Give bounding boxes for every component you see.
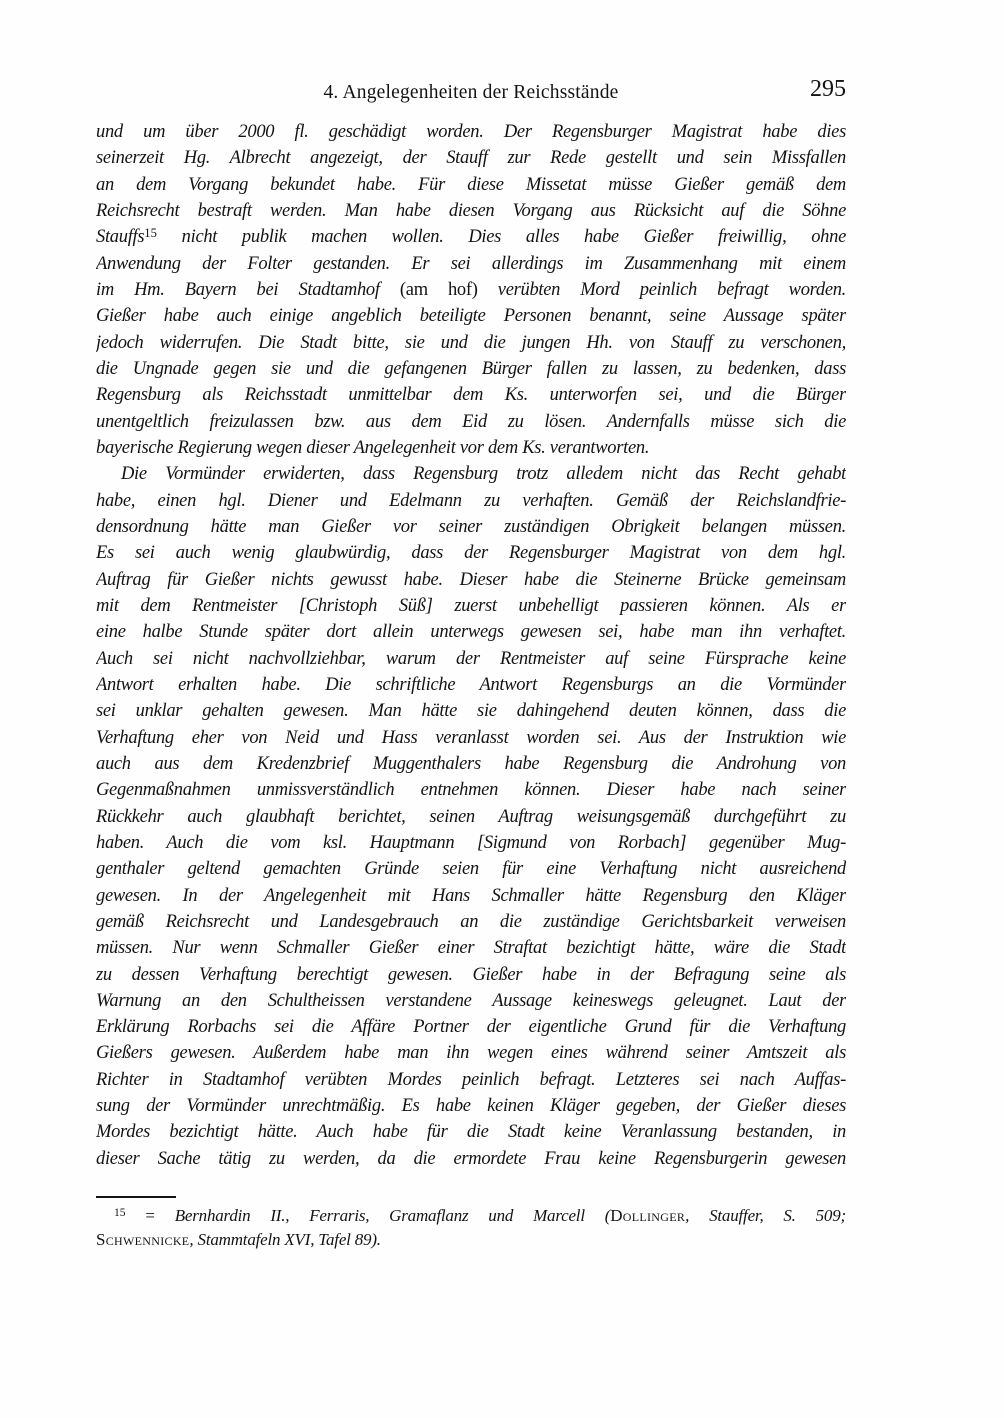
text-segment: gewesen. In der Angelegenheit mit Hans Schmaller hätte Regensburg den Kläger <box>96 885 846 906</box>
small-caps-name: Dollinger <box>610 1206 686 1225</box>
text-segment: genthaler geltend gemachten Gründe seien für eine Verhaftung nicht ausreichend <box>96 859 846 880</box>
text-segment: Reichsrecht bestraft werden. Man habe diesen Vorgang aus Rücksicht auf die Söhne <box>96 200 846 221</box>
body-line <box>96 1067 846 1093</box>
text-segment: Die Vormünder erwiderten, dass Regensburg trotz alledem nicht das Recht gehabt <box>121 464 846 485</box>
text-segment: seinerzeit Hg. Albrecht angezeigt, der Stauff zur Rede gestellt und sein Missfallen <box>96 148 846 169</box>
small-caps-name: Schwennicke <box>96 1230 190 1249</box>
text-segment: Rückkehr auch glaubhaft berichtet, seinen Auftrag weisungsgemäß durchgeführt zu <box>96 806 846 827</box>
text-segment: Richter in Stadtamhof verübten Mordes peinlich befragt. Letzteres sei nach Auffas- <box>96 1069 846 1090</box>
body-line <box>96 409 846 435</box>
text-segment: Es sei auch wenig glaubwürdig, dass der Regensburger Magistrat von dem hgl. <box>96 543 846 564</box>
text-segment: , <box>685 1206 710 1225</box>
text-segment: Warnung an den Schultheissen verstandene Aussage keineswegs geleugnet. Laut der <box>96 990 846 1011</box>
body-line <box>96 119 846 145</box>
body-line <box>96 567 846 593</box>
text-segment: Gießers gewesen. Außerdem habe man ihn wegen eines während seiner Amtszeit als <box>96 1043 846 1064</box>
body-line <box>96 698 846 724</box>
body-line <box>96 856 846 882</box>
footnote-marker: 15 <box>114 1206 126 1220</box>
footnote-marker: 15 <box>144 226 157 241</box>
text-segment: zu dessen Verhaftung berechtigt gewesen. Gießer habe in der Befragung seine als <box>96 964 846 985</box>
text-segment: sung der Vormünder unrechtmäßig. Es habe keinen Kläger gegeben, der Gießer dieses <box>96 1096 846 1117</box>
body-line <box>96 751 846 777</box>
body-line <box>96 330 846 356</box>
body-line <box>96 435 846 461</box>
body-line <box>96 382 846 408</box>
footnote-text <box>96 1204 846 1252</box>
body-line <box>96 962 846 988</box>
body-line <box>96 725 846 751</box>
text-segment: eine halbe Stunde später dort allein unterwegs gewesen sei, habe man ihn verhaftet. <box>96 622 846 643</box>
text-segment: habe, einen hgl. Diener und Edelmann zu verhaften. Gemäß der Reichslandfrie- <box>96 490 846 511</box>
text-segment: (am hof) <box>399 279 478 300</box>
body-line <box>96 277 846 303</box>
text-segment: müssen. Nur wenn Schmaller Gießer einer Straftat bezichtigt hätte, wäre die Stadt <box>96 938 846 959</box>
body-line <box>96 672 846 698</box>
text-segment: jedoch widerrufen. Die Stadt bitte, sie und die jungen Hh. von Stauff zu verschonen, <box>96 332 846 353</box>
text-segment: Mordes bezichtigt hätte. Auch habe für die Stadt keine Veranlassung bestanden, in <box>96 1122 846 1143</box>
body-line <box>96 488 846 514</box>
text-segment: Auch sei nicht nachvollziehbar, warum der Rentmeister auf seine Fürsprache keine <box>96 648 846 669</box>
body-line <box>96 356 846 382</box>
text-segment: unentgeltlich freizulassen bzw. aus dem Eid zu lösen. Andernfalls müsse sich die <box>96 411 846 432</box>
body-line <box>96 224 846 250</box>
text-segment: Erklärung Rorbachs sei die Affäre Portner der eigentliche Grund für die Verhaftung <box>96 1017 846 1038</box>
body-line <box>96 1014 846 1040</box>
text-segment: haben. Auch die vom ksl. Hauptmann [Sigmund von Rorbach] gegenüber Mug- <box>96 832 846 853</box>
body-line <box>96 461 846 487</box>
text-segment: nicht publik machen wollen. Dies alles habe Gießer freiwillig, ohne <box>156 227 846 248</box>
text-segment: Gegenmaßnahmen unmissverständlich entnehmen können. Dieser habe nach seiner <box>96 780 846 801</box>
body-line <box>96 172 846 198</box>
footnote-section <box>96 1196 846 1252</box>
text-segment: im Hm. Bayern bei Stadtamhof <box>96 279 400 300</box>
text-segment: mit dem Rentmeister [Christoph Süß] zuerst unbehelligt passieren können. Als er <box>96 595 846 616</box>
body-line <box>96 1040 846 1066</box>
body-text <box>96 119 846 1172</box>
footnote-line <box>96 1228 846 1252</box>
body-line <box>96 935 846 961</box>
text-segment: Stauffer, S. 509; <box>709 1206 846 1225</box>
footnote-separator-rule <box>96 1196 176 1198</box>
text-segment: = <box>125 1206 175 1225</box>
body-line <box>96 1146 846 1172</box>
body-line <box>96 804 846 830</box>
body-line <box>96 198 846 224</box>
body-line <box>96 251 846 277</box>
body-line <box>96 830 846 856</box>
text-segment: , <box>189 1230 198 1249</box>
body-line <box>96 646 846 672</box>
text-segment: Auftrag für Gießer nichts gewusst habe. Dieser habe die Steinerne Brücke gemeinsam <box>96 569 846 590</box>
running-header-title: 4. Angelegenheiten der Reichsstände <box>323 82 619 103</box>
body-line <box>96 514 846 540</box>
text-segment: sei unklar gehalten gewesen. Man hätte sie dahingehend deuten können, dass die <box>96 701 846 722</box>
text-segment: Stammtafeln XVI, Tafel 89). <box>197 1230 381 1249</box>
text-segment: Verhaftung eher von Neid und Hass veranlasst worden sei. Aus der Instruktion wie <box>96 727 846 748</box>
text-segment: densordnung hätte man Gießer vor seiner zuständigen Obrigkeit belangen müssen. <box>96 516 846 537</box>
text-segment: Gießer habe auch einige angeblich beteiligte Personen benannt, seine Aussage später <box>96 306 846 327</box>
footnote-line <box>96 1204 846 1228</box>
body-line <box>96 1093 846 1119</box>
body-line <box>96 1119 846 1145</box>
body-line <box>96 145 846 171</box>
text-segment: Antwort erhalten habe. Die schriftliche Antwort Regensburgs an die Vormünder <box>96 674 846 695</box>
text-segment: Stauffs <box>96 227 145 248</box>
body-line <box>96 883 846 909</box>
page-number: 295 <box>810 76 846 102</box>
text-segment: Anwendung der Folter gestanden. Er sei allerdings im Zusammenhang mit einem <box>96 253 846 274</box>
body-line <box>96 593 846 619</box>
body-line <box>96 988 846 1014</box>
body-line <box>96 777 846 803</box>
body-line <box>96 909 846 935</box>
text-segment: dieser Sache tätig zu werden, da die ermordete Frau keine Regensburgerin gewesen <box>96 1148 846 1169</box>
text-segment: gemäß Reichsrecht und Landesgebrauch an die zuständige Gerichtsbarkeit verweisen <box>96 911 846 932</box>
text-segment: Bernhardin II., Ferraris, Gramaflanz und Marcell ( <box>174 1206 611 1225</box>
text-segment: auch aus dem Kredenzbrief Muggenthalers habe Regensburg die Androhung von <box>96 753 846 774</box>
body-line <box>96 303 846 329</box>
body-line <box>96 540 846 566</box>
text-segment: Regensburg als Reichsstadt unmittelbar dem Ks. unterworfen sei, und die Bürger <box>96 385 846 406</box>
text-segment: verübten Mord peinlich befragt worden. <box>477 279 846 300</box>
text-segment: an dem Vorgang bekundet habe. Für diese Missetat müsse Gießer gemäß dem <box>96 174 846 195</box>
running-header <box>96 76 846 110</box>
body-line <box>96 619 846 645</box>
text-segment: und um über 2000 fl. geschädigt worden. Der Regensburger Magistrat habe dies <box>96 122 846 142</box>
text-segment: bayerische Regierung wegen dieser Angelegenheit vor dem Ks. verantworten. <box>96 437 650 458</box>
text-segment: die Ungnade gegen sie und die gefangenen Bürger fallen zu lassen, zu bedenken, dass <box>96 358 846 379</box>
